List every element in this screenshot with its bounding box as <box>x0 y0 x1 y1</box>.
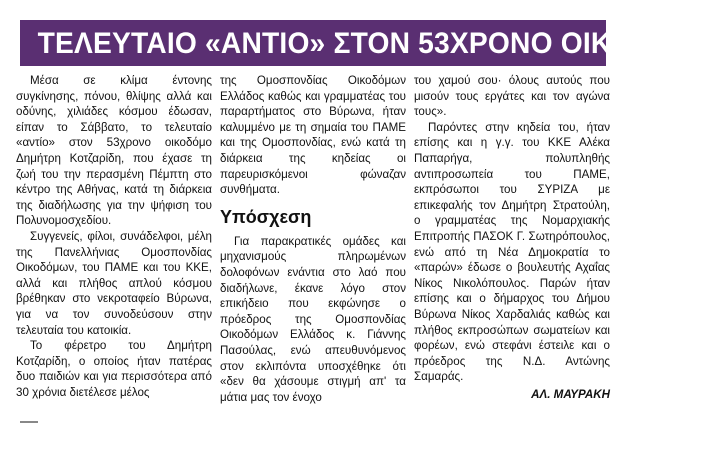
paragraph: Παρόντες στην κηδεία του, ήταν επίσης και η γ.γ. του ΚΚΕ Αλέκα Παπαρήγα, πολυπληθής αντιπροσωπεία του ΠΑΜΕ, εκπρόσωποι του ΣΥΡΙΖΑ με επικεφαλής τον Δημήτρη Στρατούλη, ο γραμματέας της Νομαρχιακής Επιτροπής ΠΑΣΟΚ Γ. Σωτηρόπουλος, ενώ από τη Νέα Δημοκρατία το «παρών» έδωσε ο βουλευτής Αχαΐας Νίκος Νικολόπουλος. Παρών ήταν επίσης και ο δήμαρχος του Δήμου Βύρωνα Νίκος Χαρδαλιάς καθώς και πλήθος εκπροσώπων σωματείων και φορέων, ενώ στεφάνι έστειλε και ο πρόεδρος της Ν.Δ. Αντώνης Σαμαράς. <box>414 120 610 384</box>
article-column-3 <box>414 73 610 402</box>
article-column-2 <box>220 73 406 405</box>
article-column-1 <box>16 73 212 400</box>
author-signature: ΑΛ. ΜΑΥΡΑΚΗ <box>531 387 610 401</box>
headline: ΤΕΛΕΥΤΑΙΟ «ΑΝΤΙΟ» ΣΤΟΝ 53ΧΡΟΝΟ ΟΙΚΟΔΟΜΟ <box>37 27 719 60</box>
paragraph: Για παρακρατικές ομάδες και μηχανισμούς πληρωμένων δολοφόνων ενάντια στο λαό που διαδήλωνε, έκανε λόγο στον επικήδειο που εκφώνησε ο πρόεδρος της Ομοσπονδίας Οικοδόμων Ελλάδος κ. Γιάννης Πασούλας, ενώ απευθυνόμενος στον εκλιπόντα υποσχέθηκε ότι «δεν θα χάσουμε στιγμή απ' τα μάτια μας τον ένοχο <box>220 234 406 404</box>
paragraph: Μέσα σε κλίμα έντονης συγκίνησης, πόνου, θλίψης αλλά και οδύνης, χιλιάδες κόσμου έδωσαν, είπαν το Σάββατο, το τελευταίο «αντίο» στον 53χρονο οικοδόμο Δημήτρη Κοτζαρίδη, που έχασε τη ζωή του την περασμένη Πέμπτη στο κέντρο της Αθήνας, κατά τη διάρκεια της διαδήλωσης για την ψήφιση του Πολυνομοσχεδίου. <box>16 74 212 228</box>
subheading: Υπόσχεση <box>220 206 312 227</box>
paragraph: του χαμού σου· όλους αυτούς που μισούν τους εργάτες και τον αγώνα τους». <box>414 74 610 119</box>
paragraph: Συγγενείς, φίλοι, συνάδελφοι, μέλη της Πανελλήνιας Ομοσπονδίας Οικοδόμων, του ΠΑΜΕ και του ΚΚΕ, αλλά και πλήθος απλού κόσμου βρέθηκαν στο νεκροταφείο Βύρωνα, για να τον συνοδεύσουν στην τελευταία του κατοικία. <box>16 229 212 337</box>
paragraph: της Ομοσπονδίας Οικοδόμων Ελλάδος καθώς και γραμματέας του παραρτήματος στο Βύρωνα, ήταν καλυμμένο με τη σημαία του ΠΑΜΕ και της Ομοσπονδίας, ενώ κατά τη διάρκεια της κηδείας οι παρευρισκόμενοι φώναζαν συνθήματα. <box>220 74 406 197</box>
divider <box>20 421 38 423</box>
paragraph: Το φέρετρο του Δημήτρη Κοτζαρίδη, ο οποίος ήταν πατέρας δυο παιδιών και για περισσότερα από 30 χρόνια διετέλεσε μέλος <box>16 339 212 399</box>
headline-banner <box>20 20 719 66</box>
